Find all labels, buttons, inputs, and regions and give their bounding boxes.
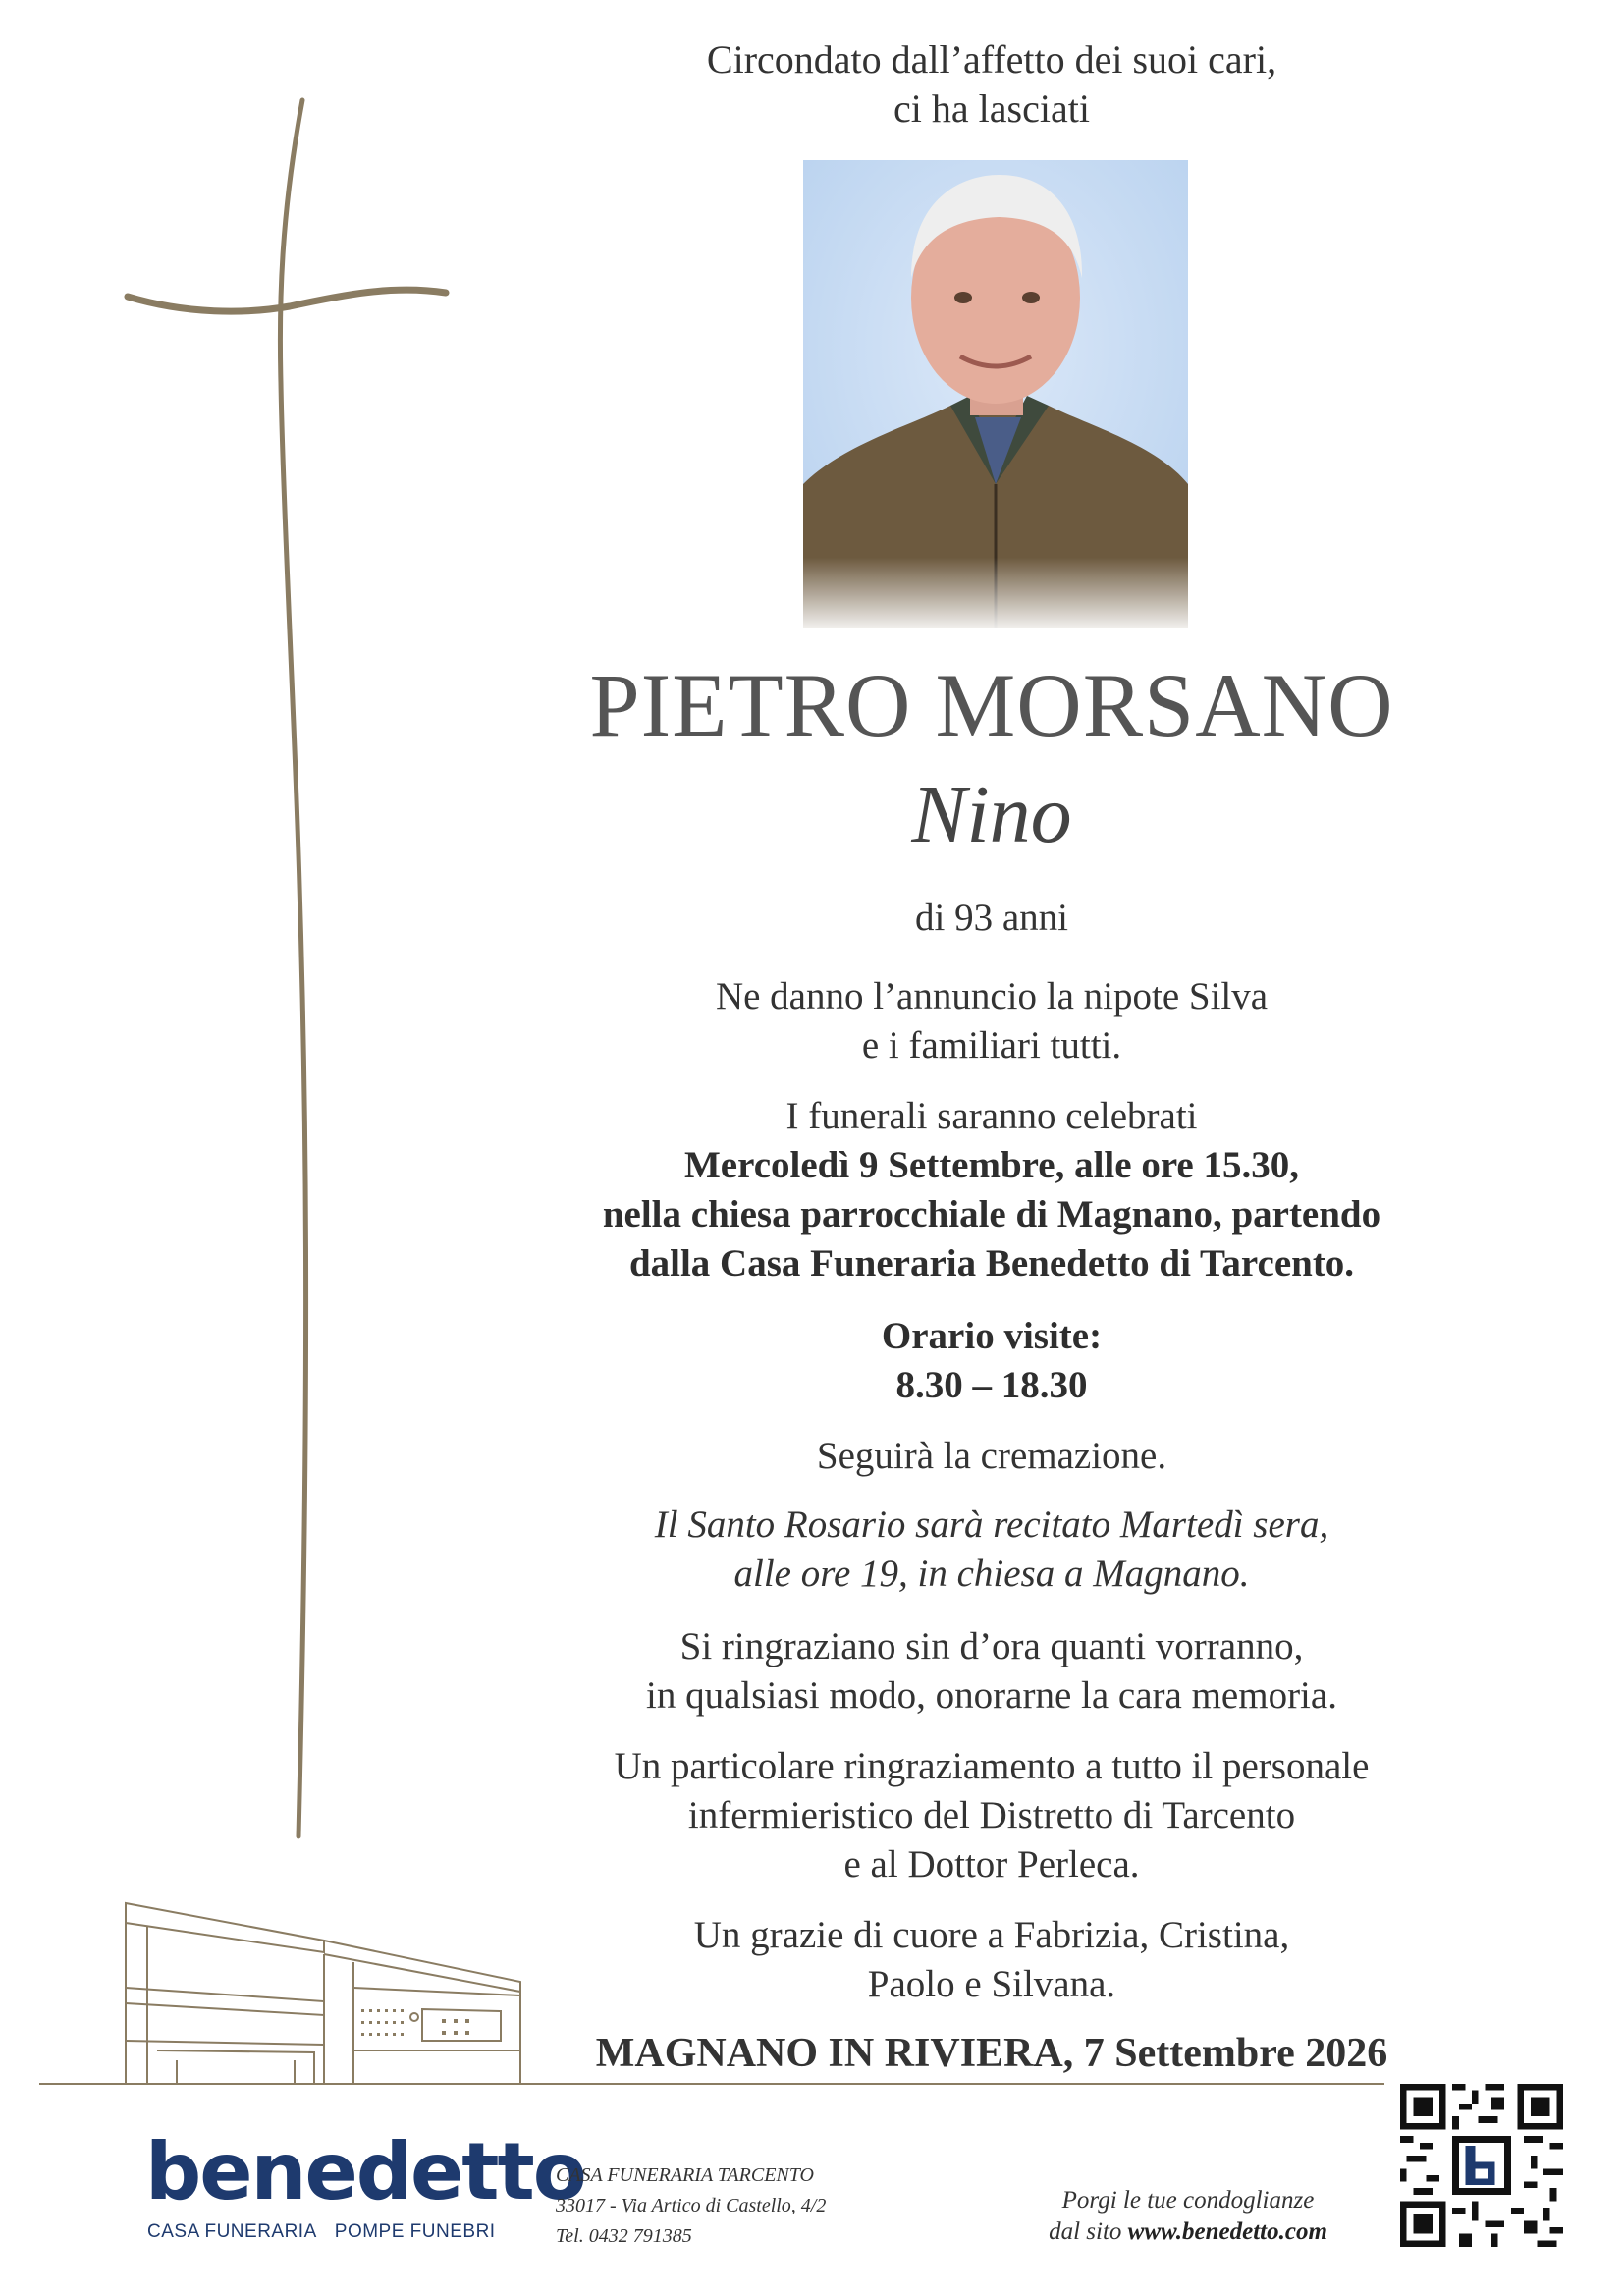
building-logo	[29, 1893, 1404, 2109]
contact-phone: Tel. 0432 791385	[556, 2225, 692, 2247]
rosary-line-1: Il Santo Rosario sarà recitato Martedì sera,	[654, 1503, 1329, 1546]
funeral-line-1: I funerali saranno celebrati	[785, 1095, 1198, 1137]
visit-hours	[550, 1312, 1434, 1410]
condolences-line-1: Porgi le tue condoglianze	[1061, 2187, 1315, 2214]
visits-hours: 8.30 – 18.30	[895, 1364, 1088, 1406]
contact-info	[556, 2160, 826, 2252]
benedetto-logo: benedetto	[145, 2126, 585, 2217]
deceased-name: PIETRO MORSANO	[589, 655, 1394, 755]
thanks-staff-line-3: e al Dottor Perleca.	[843, 1843, 1140, 1886]
deceased-nickname: Nino	[911, 769, 1072, 860]
thanks-general	[550, 1622, 1434, 1721]
thanks-general-line-2: in qualsiasi modo, onorarne la cara memoria.	[646, 1674, 1337, 1717]
thanks-staff-line-2: infermieristico del Distretto di Tarcento	[687, 1794, 1296, 1836]
cross-icon	[118, 88, 471, 1856]
rosary-line-2: alle ore 19, in chiesa a Magnano.	[733, 1553, 1250, 1595]
condolences-prefix: dal sito	[1049, 2218, 1128, 2245]
condolences-site-link[interactable]: www.benedetto.com	[1127, 2218, 1327, 2245]
funeral-line-4: dalla Casa Funeraria Benedetto di Tarcento.	[628, 1242, 1355, 1285]
funeral-line-3: nella chiesa parrocchiale di Magnano, partendo	[602, 1193, 1381, 1235]
contact-address: 33017 - Via Artico di Castello, 4/2	[556, 2195, 827, 2216]
portrait-photo	[803, 160, 1188, 628]
age-text: di 93 anni	[915, 897, 1068, 939]
thanks-friends-line-1: Un grazie di cuore a Fabrizia, Cristina,	[693, 1914, 1290, 1956]
cremation-note: Seguirà la cremazione.	[816, 1435, 1167, 1477]
logo-subtitle	[147, 2221, 514, 2243]
announcement	[550, 972, 1434, 1070]
intro-text	[550, 35, 1434, 134]
thanks-friends-line-2: Paolo e Silvana.	[867, 1963, 1116, 2005]
rosary-note	[550, 1501, 1434, 1599]
intro-line-1: Circondato dall’affetto dei suoi cari,	[706, 37, 1277, 82]
announcement-line-1: Ne danno l’annuncio la nipote Silva	[715, 975, 1269, 1017]
funeral-line-2: Mercoledì 9 Settembre, alle ore 15.30,	[684, 1144, 1299, 1186]
logo-sub-1: CASA FUNERARIA	[147, 2221, 317, 2242]
visits-label: Orario visite:	[881, 1315, 1103, 1357]
logo-sub-2: POMPE FUNEBRI	[334, 2221, 496, 2242]
contact-name: CASA FUNERARIA TARCENTO	[556, 2164, 814, 2186]
funeral-info	[550, 1092, 1434, 1288]
place-and-date: MAGNANO IN RIVIERA, 7 Settembre 2026	[595, 2031, 1388, 2076]
thanks-general-line-1: Si ringraziano sin d’ora quanti vorranno,	[679, 1625, 1304, 1667]
thanks-staff	[550, 1742, 1434, 1889]
condolences-note	[982, 2185, 1394, 2248]
thanks-staff-line-1: Un particolare ringraziamento a tutto il personale	[614, 1745, 1370, 1787]
intro-line-2: ci ha lasciati	[893, 86, 1090, 131]
announcement-line-2: e i familiari tutti.	[861, 1024, 1122, 1066]
qr-code[interactable]	[1400, 2084, 1563, 2247]
